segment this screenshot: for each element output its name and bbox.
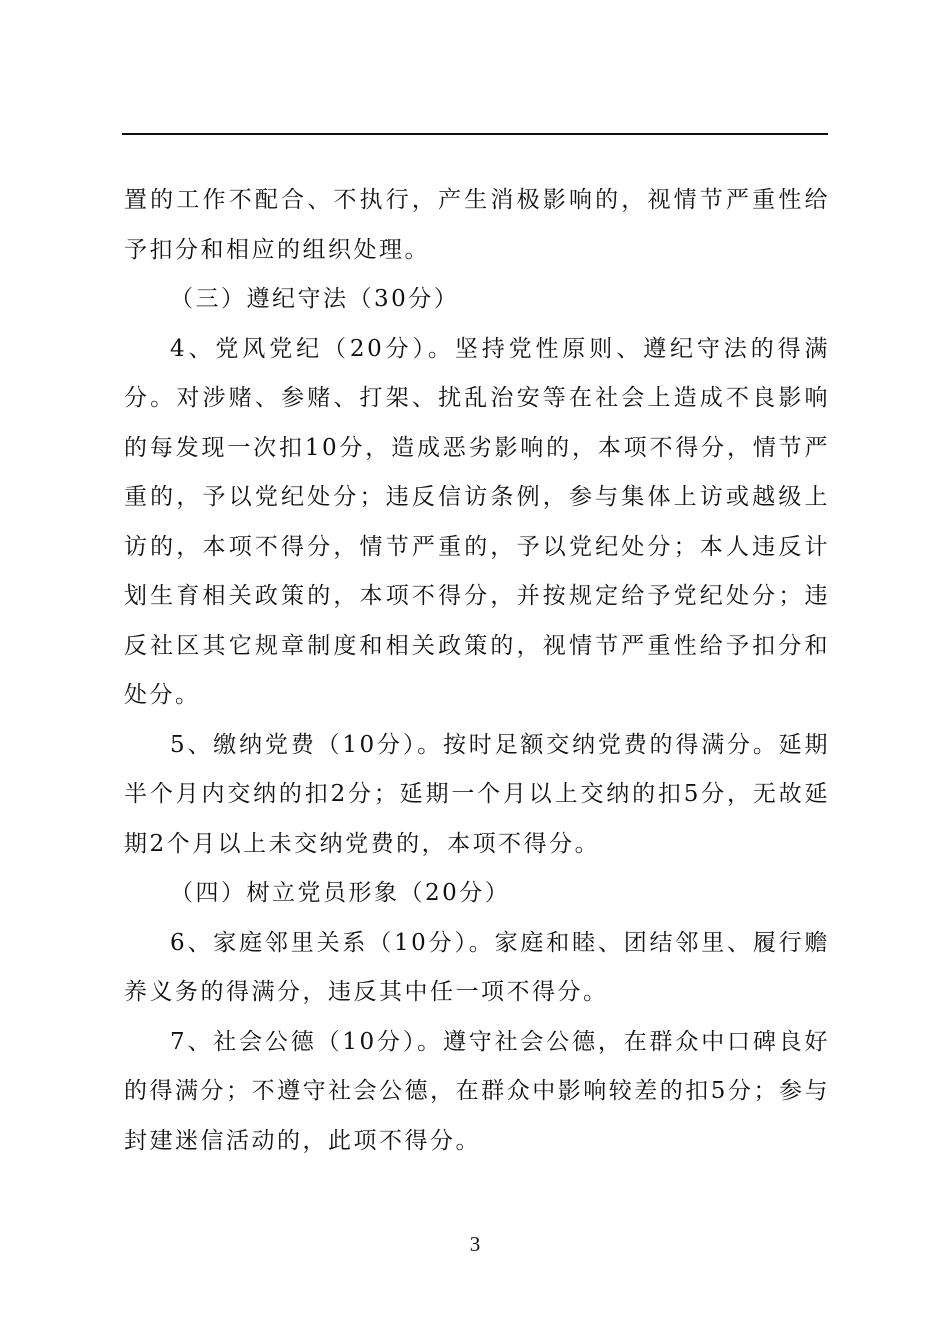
section-heading-4: （四）树立党员形象（20分） (170, 880, 511, 906)
paragraph-item-6: 6、家庭邻里关系（10分）。家庭和睦、团结邻里、履行赡养义务的得满分，违反其中任一项不得分。 (124, 929, 830, 1005)
paragraph-item-7: 7、社会公德（10分）。遵守社会公德，在群众中口碑良好的得满分；不遵守社会公德，在群众中影响较差的扣5分；参与封建迷信活动的，此项不得分。 (124, 1028, 830, 1154)
header-rule (122, 133, 828, 135)
document-body (124, 176, 830, 1166)
section-heading-3: （三）遵纪守法（30分） (170, 286, 460, 312)
paragraph-continuation: 置的工作不配合、不执行，产生消极影响的，视情节严重性给予扣分和相应的组织处理。 (124, 187, 830, 263)
paragraph-item-4: 4、党风党纪（20分）。坚持党性原则、遵纪守法的得满分。对涉赌、参赌、打架、扰乱治安等在社会上造成不良影响的每发现一次扣10分，造成恶劣影响的，本项不得分，情节严重的，予以党纪处分；违反信访条例，参与集体上访或越级上访的，本项不得分，情节严重的，予以党纪处分；本人违反计划生育相关政策的，本项不得分，并按规定给予党纪处分；违反社区其它规章制度和相关政策的，视情节严重性给予扣分和处分。 (124, 335, 830, 708)
paragraph-item-5: 5、缴纳党费（10分）。按时足额交纳党费的得满分。延期半个月内交纳的扣2分；延期一个月以上交纳的扣5分，无故延期2个月以上未交纳党费的，本项不得分。 (124, 731, 830, 857)
page-number: 3 (469, 1232, 481, 1256)
